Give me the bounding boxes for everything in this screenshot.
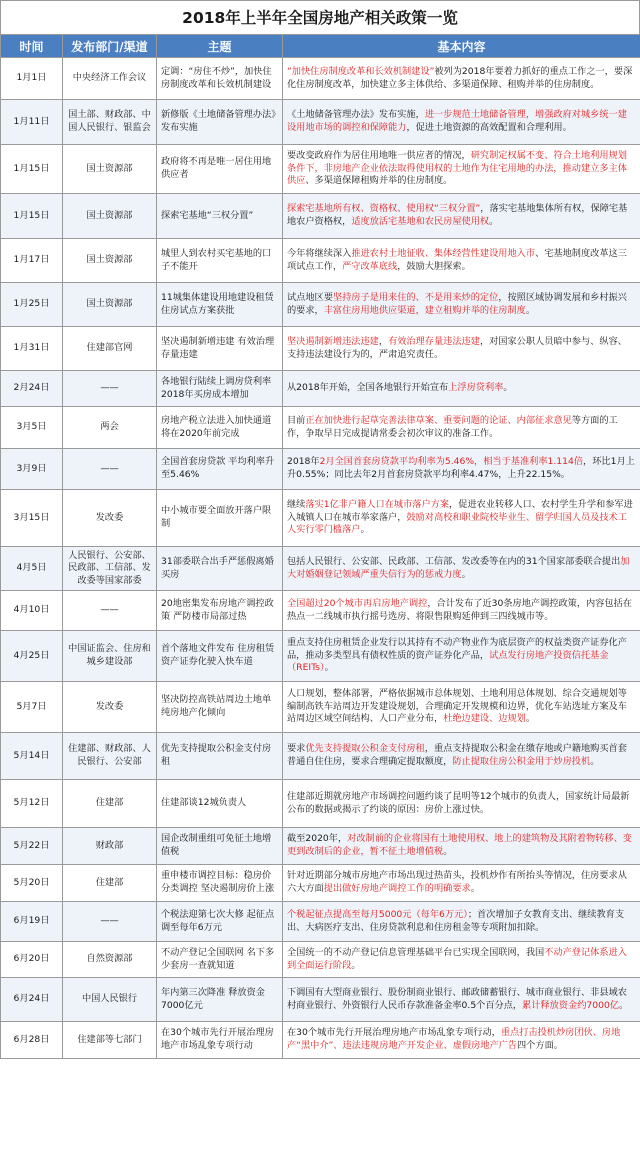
row-department: 两会 <box>63 407 157 449</box>
row-topic: 房地产税立法进入加快通道 将在2020年前完成 <box>157 407 283 449</box>
highlight-text: 杜绝边建设、边规划 <box>443 713 526 725</box>
row-topic: 个税法迎第七次大修 起征点调至每年6万元 <box>157 902 283 942</box>
highlight-text: 落实1亿非户籍人口在城市落户方案 <box>305 499 450 511</box>
highlight-text: 适度放活宅基地和农民房屋使用权 <box>351 216 490 227</box>
table-row <box>1 1022 640 1059</box>
highlight-text: “加快住房制度改革和长效机制建设” <box>287 65 435 77</box>
row-topic: 新修版《土地储备管理办法》发布实施 <box>157 100 283 145</box>
row-department: —— <box>63 902 157 942</box>
highlight-text: 累计释放资金约7000亿 <box>522 999 620 1011</box>
content-text: 等方面的工作，争取早日完成提请常委会初次审议的准备工作。 <box>287 414 618 439</box>
row-date: 3月5日 <box>1 407 63 449</box>
table-row <box>1 942 640 978</box>
row-topic: 优先支持提取公积金支付房租 <box>157 733 283 780</box>
row-content <box>283 780 640 828</box>
highlight-text: 正在加快进行起草完善法律草案、重要问题的论证、内部征求意见 <box>305 414 572 426</box>
content-text: 四个方面。 <box>517 1040 563 1051</box>
content-text: 在30个城市先行开展治理房地产市场乱象专项行动， <box>287 1027 501 1039</box>
highlight-text: 有效治理存量违法违建 <box>388 335 480 347</box>
row-department: 中国证监会、住房和城乡建设部 <box>63 631 157 682</box>
row-date: 5月14日 <box>1 733 63 780</box>
row-date: 1月1日 <box>1 58 63 100</box>
row-date: 1月11日 <box>1 100 63 145</box>
content-text: 继续 <box>287 499 306 511</box>
row-content <box>283 407 640 449</box>
content-text: ， <box>378 335 389 347</box>
highlight-text: 探索宅基地所有权、资格权、使用权“三权分置” <box>287 203 481 215</box>
content-text: ，促进土地资源的高效配置和合理利用。 <box>406 122 572 133</box>
row-department: 中国人民银行 <box>63 978 157 1022</box>
content-text: 。 <box>619 999 629 1011</box>
row-topic: 在30个城市先行开展治理房地产市场乱象专项行动 <box>157 1022 283 1059</box>
highlight-text: 鼓励对高校和职业院校毕业生、留学归国人员及技术工人实行零门槛落户 <box>287 511 627 536</box>
row-date: 6月24日 <box>1 978 63 1022</box>
row-date: 1月25日 <box>1 283 63 327</box>
content-text: ，环比1月上升0.55%；同比去年2月首套房贷款平均利率4.47%，上升22.15%。 <box>287 456 635 480</box>
content-text: 今年将继续深入 <box>287 247 352 259</box>
row-content <box>283 733 640 780</box>
content-text: ，促进农业转移人口、农村学生升学和参军进入城镇人口在城市举家落户， <box>287 499 633 523</box>
header-content: 基本内容 <box>283 35 640 58</box>
header-date: 时间 <box>1 35 63 58</box>
row-department: 国土资源部 <box>63 194 157 239</box>
row-department: —— <box>63 591 157 631</box>
content-text: 住建部近期就房地产市场调控问题约谈了昆明等12个城市的负责人，国家统计局最新公布的数据或揭示了约谈的原因：房价上涨过快。 <box>287 790 630 815</box>
content-text: 被列为2018年要着力抓好的重点工作之一，要深化住房制度改革，加快建立多主体供给、多渠道保障、租购并举的住房制度。 <box>287 65 633 90</box>
row-date: 1月15日 <box>1 194 63 239</box>
table-row <box>1 100 640 145</box>
row-date: 4月10日 <box>1 591 63 631</box>
policy-table <box>0 34 640 1059</box>
row-date: 6月28日 <box>1 1022 63 1059</box>
content-text: 。 <box>489 216 499 227</box>
highlight-text: 个税起征点提高至每月5000元（每年6万元） <box>287 908 468 920</box>
highlight-text: 丰富住房用地供应渠道，建立租购并举的住房制度 <box>323 304 526 316</box>
table-row <box>1 145 640 194</box>
highlight-text: 坚持房子是用来住的、不是用来炒的定位 <box>332 291 499 303</box>
row-date: 4月25日 <box>1 631 63 682</box>
row-content <box>283 58 640 100</box>
highlight-text: 上浮房贷利率 <box>448 382 504 394</box>
content-text: 《土地储备管理办法》发布实施， <box>287 109 425 121</box>
row-topic: 11城集体建设用地建设租赁住房试点方案获批 <box>157 283 283 327</box>
row-department: —— <box>63 449 157 490</box>
table-row <box>1 682 640 733</box>
row-topic: 不动产登记全国联网 名下多少套房一查就知道 <box>157 942 283 978</box>
row-department: 中央经济工作会议 <box>63 58 157 100</box>
content-text: ；首次增加子女教育支出、继续教育支出、大病医疗支出、住房贷款利息和住房租金等专项附加扣除。 <box>287 908 625 933</box>
row-content <box>283 865 640 902</box>
table-row <box>1 449 640 490</box>
content-text: 。 <box>525 304 536 316</box>
table-row <box>1 733 640 780</box>
content-text: 。 <box>360 524 370 536</box>
content-text: 从2018年开始，全国各地银行开始宣布 <box>287 382 449 394</box>
row-date: 1月15日 <box>1 145 63 194</box>
highlight-text: 防止提取住房公积金用于炒房投机 <box>452 756 591 767</box>
row-date: 1月17日 <box>1 239 63 283</box>
table-row <box>1 490 640 547</box>
content-text: 、宅基地制度改革这三项试点工作， <box>287 247 627 272</box>
row-topic: 城里人到农村买宅基地的口子不能开 <box>157 239 283 283</box>
content-text: 要求 <box>287 743 306 755</box>
table-row <box>1 239 640 283</box>
highlight-text: 加大对婚姻登记领域严重失信行为的惩戒力度 <box>287 555 630 580</box>
row-content <box>283 631 640 682</box>
row-topic: 重申楼市调控目标：稳房价 分类调控 坚决遏制房价上涨 <box>157 865 283 902</box>
content-text: 下调国有大型商业银行、股份制商业银行、邮政储蓄银行、城市商业银行、非县域农村商业银行、外资银行人民币存款准备金率0.5个百分点， <box>287 986 627 1011</box>
highlight-text: 进一步规范土地储备管理，增强政府对城乡统一建设用地市场的调控和保障能力 <box>287 109 627 133</box>
highlight-text: 优先支持提取公积金支付房租 <box>305 743 425 755</box>
table-row <box>1 407 640 449</box>
row-department: 自然资源部 <box>63 942 157 978</box>
row-topic: 年内第三次降准 释放资金7000亿元 <box>157 978 283 1022</box>
row-topic: 坚决遏制新增违建 有效治理存量违建 <box>157 327 283 371</box>
table-row <box>1 978 640 1022</box>
row-department: 国土部、财政部、中国人民银行、银监会 <box>63 100 157 145</box>
content-text: 、多渠道保障租购并举的住房制度。 <box>305 175 453 187</box>
content-text: 。 <box>525 713 536 725</box>
row-department: 国土资源部 <box>63 239 157 283</box>
content-text: 。 <box>590 756 600 767</box>
row-topic: 探索宅基地“三权分置” <box>157 194 283 239</box>
row-topic: 全国首套房贷款 平均利率升至5.46% <box>157 449 283 490</box>
table-row <box>1 283 640 327</box>
content-text: ，鼓励大胆探索。 <box>397 260 471 272</box>
row-topic: 国企改制重组可免征土地增值税 <box>157 828 283 865</box>
row-content <box>283 828 640 865</box>
highlight-text: 对改制前的企业将国有土地使用权、地上的建筑物及其附着物转移、变更到改制后的企业，暂不征土地增值税 <box>287 833 632 857</box>
row-content <box>283 902 640 942</box>
row-date: 6月19日 <box>1 902 63 942</box>
row-date: 1月31日 <box>1 327 63 371</box>
highlight-text: 研究制定权属不变、符合土地利用规划条件下，非房地产企业依法取得使用权的土地作为住宅用地的办法，推动建立多主体供应 <box>287 150 627 187</box>
table-row <box>1 591 640 631</box>
row-date: 4月5日 <box>1 547 63 591</box>
content-text: 人口规划，整体部署，严格依据城市总体规划、土地利用总体规划、综合交通规划等编制高铁车站周边开发建设规划，合理确定开发规模和边界，优化车站选址方案及车站周边区域空间结构、人口产业分布， <box>287 688 627 725</box>
highlight-text: 推进农村土地征收、集体经营性建设用地入市 <box>351 247 536 259</box>
content-text: 。 <box>503 382 513 394</box>
highlight-text: 重点打击投机炒房团伙、房地产“黑中介”、违法违规房地产开发企业、虚假房地产广告 <box>287 1027 621 1051</box>
row-topic: 各地银行陆续上调房贷利率 2018年买房成本增加 <box>157 371 283 407</box>
row-department: 国土资源部 <box>63 145 157 194</box>
row-department: 国土资源部 <box>63 283 157 327</box>
row-content <box>283 194 640 239</box>
highlight-text: 严守改革底线 <box>342 260 398 272</box>
row-date: 3月15日 <box>1 490 63 547</box>
row-topic: 首个落地文件发布 住房租赁资产证券化驶入快车道 <box>157 631 283 682</box>
table-row <box>1 631 640 682</box>
table-header-row <box>1 35 640 58</box>
row-department: 发改委 <box>63 490 157 547</box>
highlight-text: 全国超过20个城市再启房地产调控 <box>287 597 428 609</box>
row-content <box>283 145 640 194</box>
content-text: 。 <box>461 568 471 580</box>
row-department: 住建部官网 <box>63 327 157 371</box>
content-text: 2018年 <box>287 456 320 468</box>
content-text: 试点地区要 <box>287 291 333 303</box>
table-row <box>1 828 640 865</box>
highlight-text: 不动产登记体系进入到全面运行阶段 <box>287 946 627 971</box>
row-content <box>283 1022 640 1059</box>
header-department: 发布部门/渠道 <box>63 35 157 58</box>
table-row <box>1 865 640 902</box>
content-text: 目前 <box>287 414 306 426</box>
row-content <box>283 490 640 547</box>
row-content <box>283 327 640 371</box>
row-topic: 坚决防控高铁站周边土地单纯房地产化倾向 <box>157 682 283 733</box>
row-topic: 定调：“房住不炒”，加快住房制度改革和长效机制建设 <box>157 58 283 100</box>
content-text: ，按照区域协调发展和乡村振兴的要求， <box>287 291 627 316</box>
row-date: 5月20日 <box>1 865 63 902</box>
highlight-text: 坚决遏制新增违法违建 <box>287 335 379 347</box>
row-department: 住建部等七部门 <box>63 1022 157 1059</box>
content-text: 包括人民银行、公安部、民政部、工信部、发改委等在内的31个国家部委联合提出 <box>287 555 621 567</box>
content-text: ，重点支持提取公积金在缴存地或户籍地购买首套普通自住住房，要求合理确定提取额度， <box>287 743 627 767</box>
row-content <box>283 978 640 1022</box>
table-row <box>1 58 640 100</box>
row-topic: 20地密集发布房地产调控政策 严防楼市局部过热 <box>157 591 283 631</box>
table-row <box>1 780 640 828</box>
row-content <box>283 283 640 327</box>
highlight-text: 2月全国首套房贷款平均利率为5.46%，相当于基准利率1.114倍 <box>319 456 584 468</box>
row-department: 住建部 <box>63 865 157 902</box>
row-topic: 政府将不再是唯一居住用地供应者 <box>157 145 283 194</box>
row-date: 6月20日 <box>1 942 63 978</box>
row-content <box>283 682 640 733</box>
content-text: 全国统一的不动产登记信息管理基础平台已实现全国联网，我国 <box>287 946 545 958</box>
row-content <box>283 591 640 631</box>
row-topic: 住建部谈12城负责人 <box>157 780 283 828</box>
row-department: —— <box>63 371 157 407</box>
row-department: 住建部、财政部、人民银行、公安部 <box>63 733 157 780</box>
content-text: 。 <box>324 662 334 674</box>
content-text: 重点支持住房租赁企业发行以其持有不动产物业作为底层资产的权益类资产证券化产品，推动多类型具有债权性质的资产证券化产品， <box>287 637 627 661</box>
content-text: ，落实宅基地集体所有权，保障宅基地农户资格权， <box>287 203 628 227</box>
row-date: 5月7日 <box>1 682 63 733</box>
table-row <box>1 327 640 371</box>
row-department: 财政部 <box>63 828 157 865</box>
row-date: 3月9日 <box>1 449 63 490</box>
content-text: 要改变政府作为居住用地唯一供应者的情况， <box>287 150 471 162</box>
table-row <box>1 194 640 239</box>
row-content <box>283 239 640 283</box>
content-text: 截至2020年， <box>287 833 348 845</box>
row-content <box>283 449 640 490</box>
row-content <box>283 547 640 591</box>
table-row <box>1 547 640 591</box>
content-text: 针对近期部分城市房地产市场出现过热苗头，投机炒作有所抬头等情况，住房要求从六大方面 <box>287 870 627 894</box>
row-department: 发改委 <box>63 682 157 733</box>
row-date: 5月22日 <box>1 828 63 865</box>
content-text: 。 <box>443 846 453 857</box>
content-text: ，合计发布了近30条房地产调控政策，内容包括在热点一二线城市执行摇号选房、将限售限购延伸到三四线城市等。 <box>287 597 632 622</box>
header-topic: 主题 <box>157 35 283 58</box>
row-department: 住建部 <box>63 780 157 828</box>
table-row <box>1 371 640 407</box>
page-title: 2018年上半年全国房地产相关政策一览 <box>0 0 640 34</box>
row-date: 2月24日 <box>1 371 63 407</box>
row-content <box>283 371 640 407</box>
content-text: ，对国家公职人员暗中参与、纵容、支持违法建设行为的，严肃追究责任。 <box>287 335 627 360</box>
row-topic: 31部委联合出手严惩假离婚买房 <box>157 547 283 591</box>
row-content <box>283 942 640 978</box>
table-row <box>1 902 640 942</box>
content-text: 。 <box>351 959 361 971</box>
row-content <box>283 100 640 145</box>
row-department: 人民银行、公安部、民政部、工信部、发改委等国家部委 <box>63 547 157 591</box>
content-text: 。 <box>470 883 480 894</box>
highlight-text: 提出做好房地产调控工作的明确要求 <box>323 883 471 894</box>
row-topic: 中小城市要全面放开落户限制 <box>157 490 283 547</box>
row-date: 5月12日 <box>1 780 63 828</box>
highlight-text: 试点发行房地产投资信托基金（REITs） <box>287 649 609 674</box>
